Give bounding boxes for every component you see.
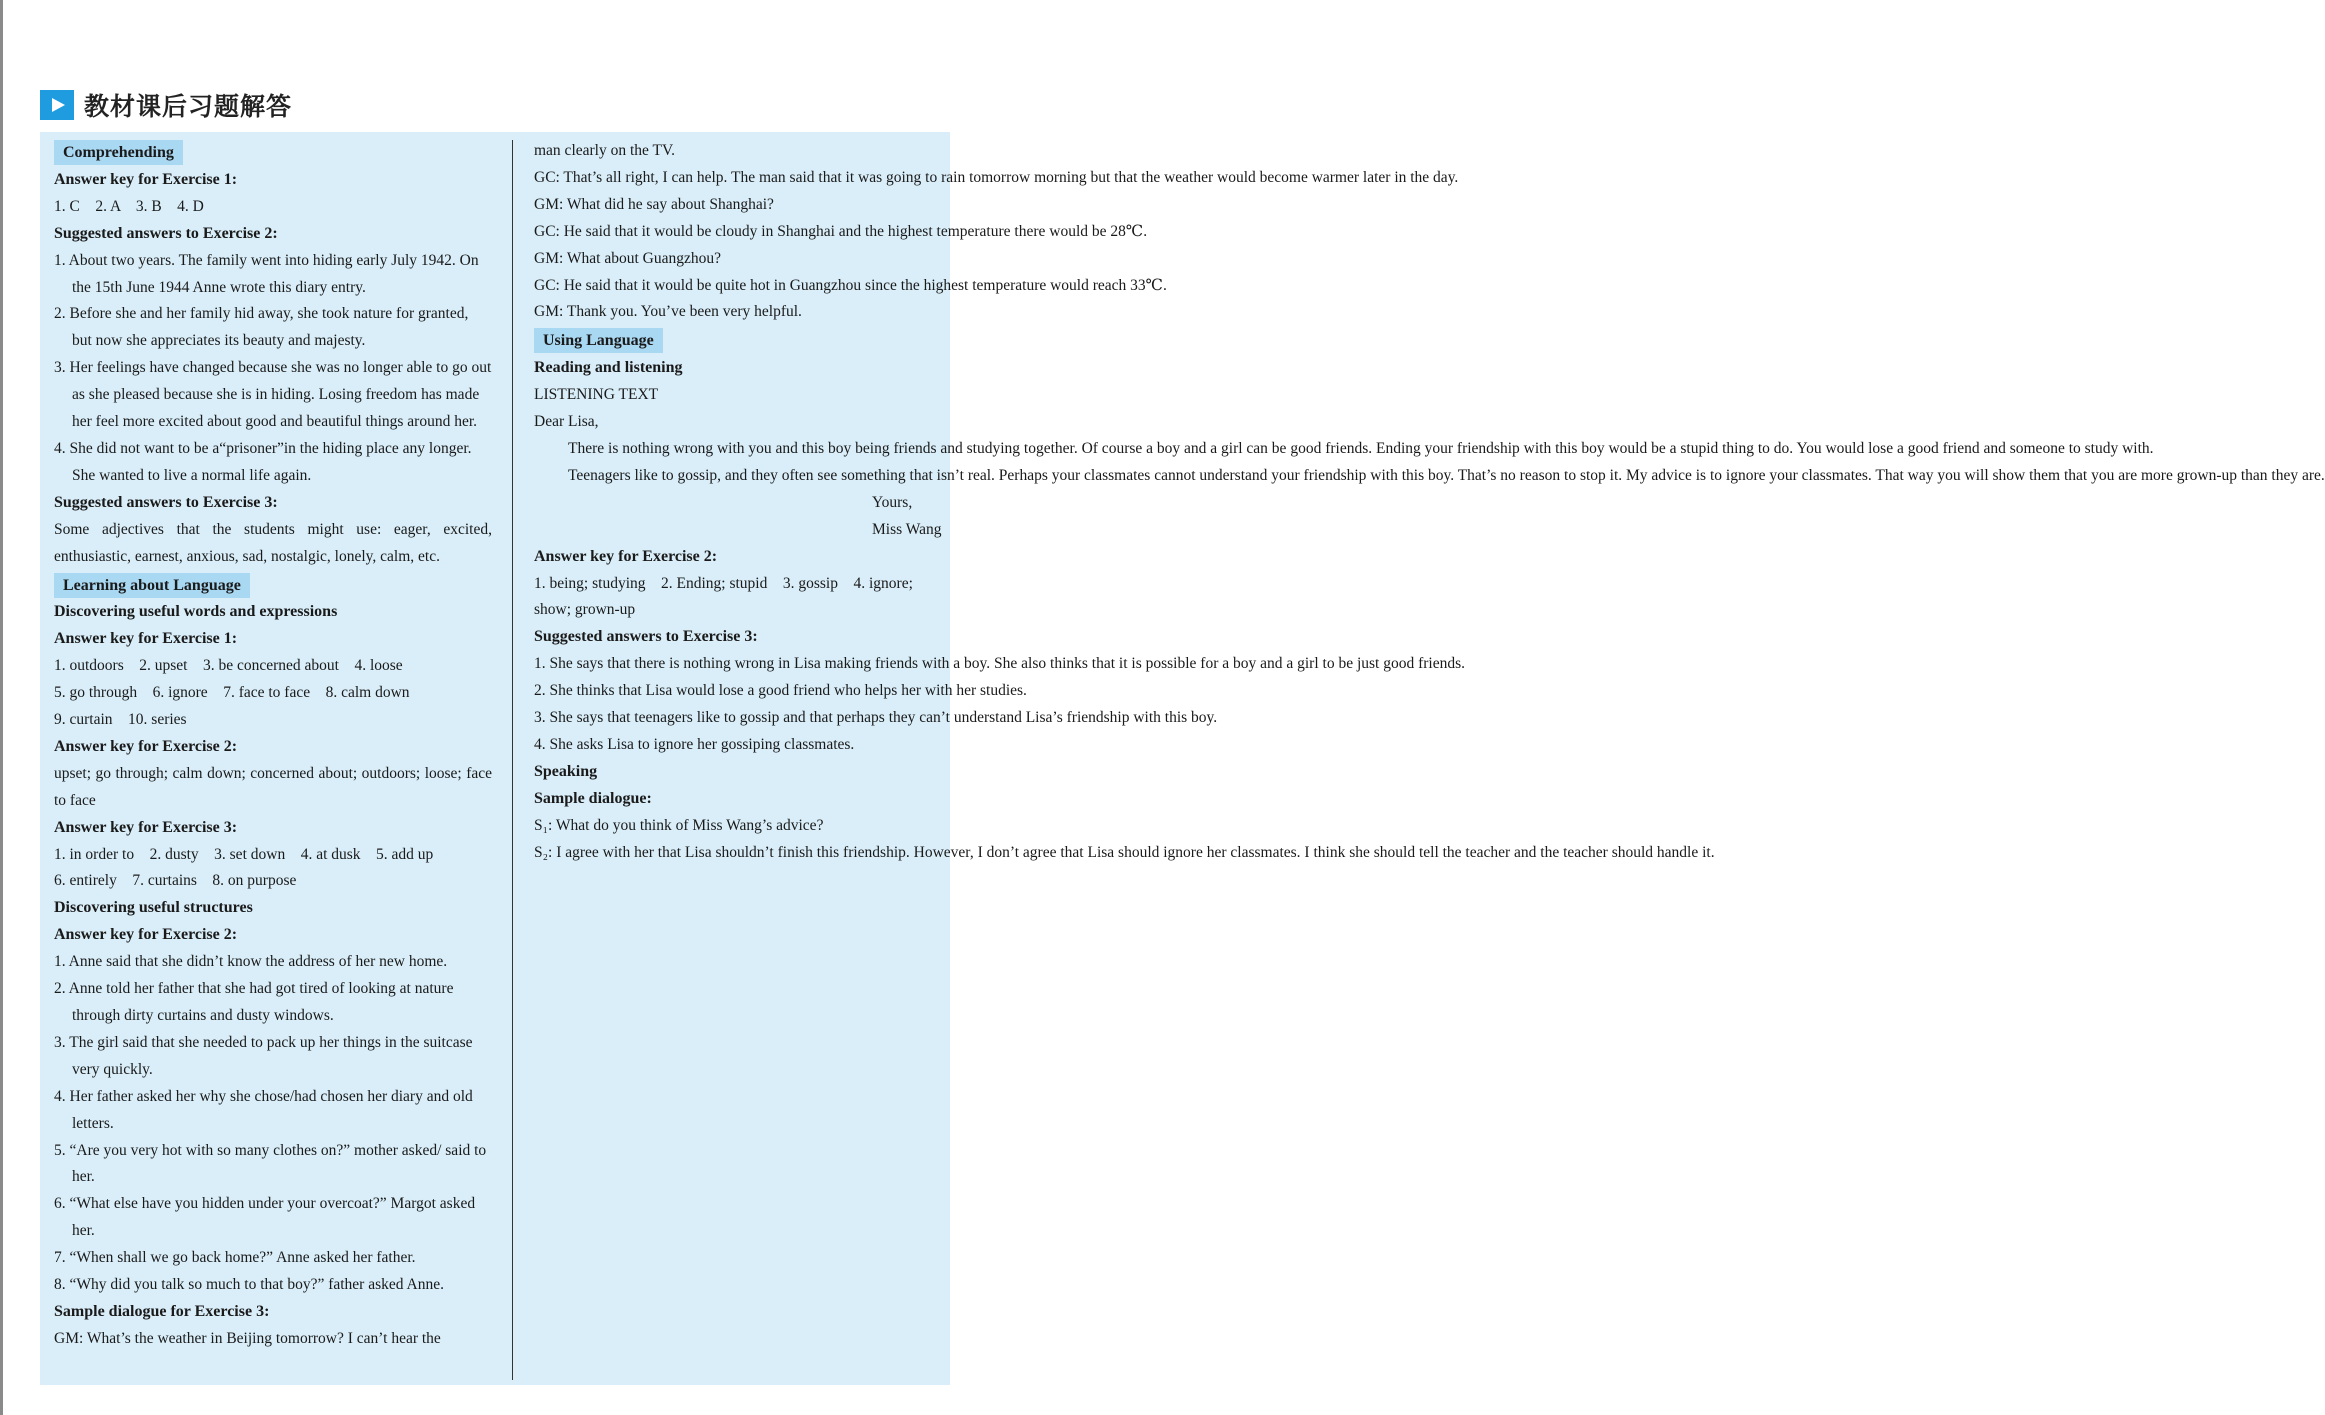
text-line: 1. C 2. A 3. B 4. D bbox=[54, 197, 204, 215]
text-line: 1. outdoors 2. upset 3. be concerned about 4. loose bbox=[54, 657, 403, 675]
list-item: GM: What did he say about Shanghai? bbox=[534, 195, 774, 213]
section-label: Comprehending bbox=[54, 140, 183, 165]
section-label-row bbox=[54, 571, 492, 600]
list-item: 4. She asks Lisa to ignore her gossiping classmates. bbox=[534, 735, 855, 753]
subheading: Speaking bbox=[534, 762, 598, 780]
paragraph: Teenagers like to gossip, and they often see something that isn’t real. Perhaps your classmates cannot understand your friendship with this boy. That’s no reason to stop it. My advice is to ignore your classmates. That way you will show them that you are more grown-up than they are. bbox=[568, 466, 2325, 484]
page-edge-rule bbox=[0, 0, 3, 1415]
list-item: 3. Her feelings have changed because she was no longer able to go out as she pleased because she is in hiding. Losing freedom has made her feel more excited about good and beautiful things around her. bbox=[54, 359, 492, 431]
right-column bbox=[534, 138, 2325, 866]
list-item: GC: He said that it would be quite hot in Guangzhou since the highest temperature would reach 33℃. bbox=[534, 276, 1167, 294]
paragraph: Some adjectives that the students might use: eager, excited, enthusiastic, earnest, anxious, sad, nostalgic, lonely, calm, etc. bbox=[54, 520, 492, 565]
text-line: 1. in order to 2. dusty 3. set down 4. at dusk 5. add up bbox=[54, 845, 434, 863]
subheading: Discovering useful words and expressions bbox=[54, 603, 338, 621]
list-item: 3. The girl said that she needed to pack up her things in the suitcase very quickly. bbox=[54, 1033, 473, 1078]
subheading: Discovering useful structures bbox=[54, 899, 253, 917]
signature-line: Miss Wang bbox=[872, 520, 942, 538]
list-item: GM: What about Guangzhou? bbox=[534, 249, 721, 267]
list-item: 6. “What else have you hidden under your overcoat?” Margot asked her. bbox=[54, 1195, 476, 1240]
section-label: Using Language bbox=[534, 328, 663, 353]
list-item: 2. Before she and her family hid away, she took nature for granted, but now she appreciates its beauty and majesty. bbox=[54, 305, 469, 350]
subheading: Suggested answers to Exercise 2: bbox=[54, 224, 278, 242]
list-item: S₂: I agree with her that Lisa shouldn’t finish this friendship. However, I don’t agree that Lisa should ignore her classmates. I think she should tell the teacher and the teacher should handle it. bbox=[534, 843, 1715, 861]
list-item: 1. Anne said that she didn’t know the address of her new home. bbox=[54, 953, 448, 971]
subheading: Suggested answers to Exercise 3: bbox=[54, 493, 278, 511]
column-divider bbox=[512, 140, 513, 1380]
section-label-row bbox=[534, 326, 950, 355]
text-line: 9. curtain 10. series bbox=[54, 711, 187, 729]
list-item: GC: He said that it would be cloudy in Shanghai and the highest temperature there would be 28℃. bbox=[534, 222, 1148, 240]
paragraph: There is nothing wrong with you and this boy being friends and studying together. Of course a boy and a girl can be good friends. Ending your friendship with this boy would be a stupid thing to do. You would lose a good friend and someone to study with. bbox=[568, 439, 2154, 457]
list-item: 3. She says that teenagers like to gossip and that perhaps they can’t understand Lisa’s friendship with this boy. bbox=[534, 709, 1218, 727]
list-item: 5. “Are you very hot with so many clothes on?” mother asked/ said to her. bbox=[54, 1141, 487, 1186]
list-item: GM: Thank you. You’ve been very helpful. bbox=[534, 303, 802, 321]
list-item: 1. About two years. The family went into hiding early July 1942. On the 15th June 1944 Anne wrote this diary entry. bbox=[54, 251, 479, 296]
list-item: man clearly on the TV. bbox=[534, 142, 676, 159]
subheading: Sample dialogue for Exercise 3: bbox=[54, 1302, 270, 1320]
play-arrow-icon bbox=[40, 90, 74, 120]
list-item: 7. “When shall we go back home?” Anne asked her father. bbox=[54, 1249, 416, 1267]
paragraph: GM: What’s the weather in Beijing tomorrow? I can’t hear the bbox=[54, 1329, 441, 1347]
subheading: Answer key for Exercise 2: bbox=[54, 737, 238, 755]
list-item: 4. Her father asked her why she chose/had chosen her diary and old letters. bbox=[54, 1087, 473, 1132]
section-label-row bbox=[54, 138, 492, 167]
section-heading bbox=[40, 88, 292, 122]
text-line: 1. being; studying 2. Ending; stupid 3. gossip 4. ignore; bbox=[534, 574, 913, 592]
text-line: 5. go through 6. ignore 7. face to face 8. calm down bbox=[54, 684, 410, 702]
subheading: Suggested answers to Exercise 3: bbox=[534, 628, 758, 646]
signature-line: Yours, bbox=[872, 493, 913, 511]
list-item: 2. Anne told her father that she had got tired of looking at nature through dirty curtains and dusty windows. bbox=[54, 980, 454, 1024]
subheading: Reading and listening bbox=[534, 359, 683, 377]
subheading: Answer key for Exercise 2: bbox=[534, 547, 718, 565]
subheading: Answer key for Exercise 1: bbox=[54, 630, 238, 648]
paragraph: LISTENING TEXT bbox=[534, 386, 659, 404]
list-item: 2. She thinks that Lisa would lose a good friend who helps her with her studies. bbox=[534, 682, 1027, 700]
subheading: Answer key for Exercise 2: bbox=[54, 926, 238, 944]
paragraph: show; grown-up bbox=[534, 601, 636, 619]
subheading: Sample dialogue: bbox=[534, 789, 652, 807]
paragraph: Dear Lisa, bbox=[534, 413, 599, 431]
list-item: 4. She did not want to be a“prisoner”in the hiding place any longer. She wanted to live a normal life again. bbox=[54, 439, 472, 484]
list-item: GC: That’s all right, I can help. The man said that it was going to rain tomorrow morning but that the weather would become warmer later in the day. bbox=[534, 168, 1459, 186]
paragraph: upset; go through; calm down; concerned about; outdoors; loose; face to face bbox=[54, 764, 492, 809]
text-line: 6. entirely 7. curtains 8. on purpose bbox=[54, 872, 297, 890]
subheading: Answer key for Exercise 1: bbox=[54, 170, 238, 188]
page-title: 教材课后习题解答 bbox=[84, 92, 293, 121]
list-item: 1. She says that there is nothing wrong in Lisa making friends with a boy. She also thinks that it is possible for a boy and a girl to be just good friends. bbox=[534, 655, 1466, 673]
list-item: 8. “Why did you talk so much to that boy?” father asked Anne. bbox=[54, 1276, 444, 1294]
section-label: Learning about Language bbox=[54, 573, 250, 598]
subheading: Answer key for Exercise 3: bbox=[54, 818, 238, 836]
left-column bbox=[54, 138, 492, 1353]
list-item: S₁: What do you think of Miss Wang’s advice? bbox=[534, 816, 824, 834]
